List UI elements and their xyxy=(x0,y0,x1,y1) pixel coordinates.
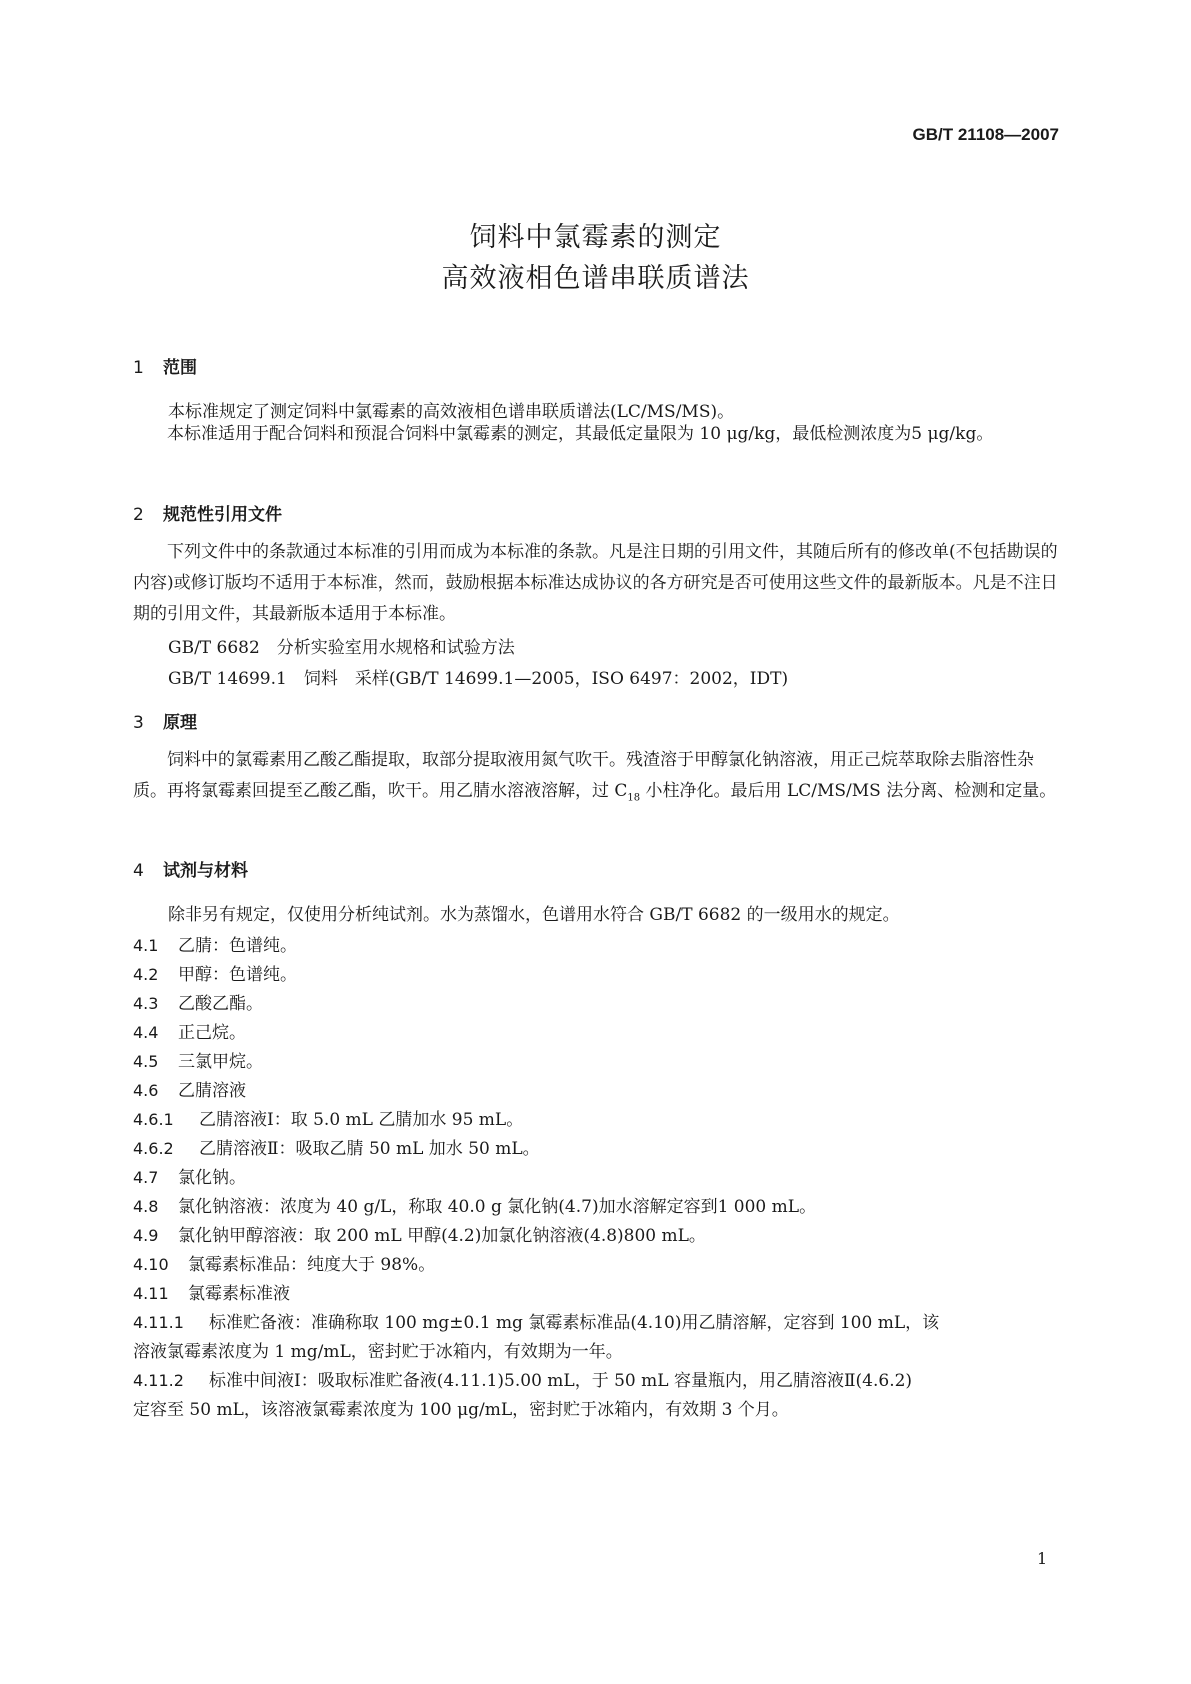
section-title: 试剂与材料 xyxy=(163,861,248,881)
section-3-heading xyxy=(133,708,197,733)
reference-gbt-6682: GB/T 6682 分析实验室用水规格和试验方法 xyxy=(168,638,515,658)
list-item: 4.5 三氯甲烷。 xyxy=(133,1052,263,1072)
list-item: 4.6.2 乙腈溶液Ⅱ：吸取乙腈 50 mL 加水 50 mL。 xyxy=(133,1139,540,1159)
section-number: 2 xyxy=(133,505,144,525)
list-item: 4.11 氯霉素标准液 xyxy=(133,1284,290,1304)
list-item: 4.7 氯化钠。 xyxy=(133,1168,246,1188)
section-4-paragraph-1: 除非另有规定，仅使用分析纯试剂。水为蒸馏水，色谱用水符合 GB/T 6682 的一级用水的规定。 xyxy=(168,905,900,925)
section-title: 规范性引用文件 xyxy=(163,505,282,525)
principle-text-part-2: 小柱净化。最后用 LC/MS/MS 法分离、检测和定量。 xyxy=(640,781,1057,801)
reference-gbt-14699-1: GB/T 14699.1 饲料 采样(GB/T 14699.1—2005，ISO 6497：2002，IDT) xyxy=(168,669,789,689)
section-title: 范围 xyxy=(163,358,197,378)
section-1-paragraph-1: 本标准规定了测定饲料中氯霉素的高效液相色谱串联质谱法(LC/MS/MS)。 xyxy=(168,402,735,422)
list-item: 4.1 乙腈：色谱纯。 xyxy=(133,936,297,956)
section-number: 1 xyxy=(133,358,144,378)
title-line-2: 高效液相色谱串联质谱法 xyxy=(441,263,750,294)
c18-subscript: 18 xyxy=(627,792,641,804)
section-number: 4 xyxy=(133,861,144,881)
list-item: 4.8 氯化钠溶液：浓度为 40 g/L，称取 40.0 g 氯化钠(4.7)加水溶解定容到1 000 mL。 xyxy=(133,1197,817,1217)
list-item: 4.3 乙酸乙酯。 xyxy=(133,994,263,1014)
list-item: 4.6 乙腈溶液 xyxy=(133,1081,246,1101)
section-2-heading xyxy=(133,500,282,525)
list-item: 4.2 甲醇：色谱纯。 xyxy=(133,965,297,985)
list-item: 4.10 氯霉素标准品：纯度大于 98%。 xyxy=(133,1255,436,1275)
section-4-heading xyxy=(133,856,248,881)
section-3-paragraph-1 xyxy=(133,745,1063,813)
list-item: 4.4 正己烷。 xyxy=(133,1023,246,1043)
list-item: 4.11.1 标准贮备液：准确称取 100 mg±0.1 mg 氯霉素标准品(4.10)用乙腈溶解，定容到 100 mL，该 xyxy=(133,1313,940,1333)
principle-text-part-1: 饲料中的氯霉素用乙酸乙酯提取，取部分提取液用氮气吹干。残渣溶于甲醇氯化钠溶液，用正己烷萃取除去脂溶性杂质。再将氯霉素回提至乙酸乙酯，吹干。用乙腈水溶液溶解，过 C xyxy=(133,750,1034,801)
list-item: 4.6.1 乙腈溶液Ⅰ：取 5.0 mL 乙腈加水 95 mL。 xyxy=(133,1110,524,1130)
page-number: 1 xyxy=(1037,1549,1048,1568)
section-title: 原理 xyxy=(163,713,197,733)
section-2-paragraph-1: 下列文件中的条款通过本标准的引用而成为本标准的条款。凡是注日期的引用文件，其随后所有的修改单(不包括勘误的内容)或修订版均不适用于本标准，然而，鼓励根据本标准达成协议的各方研究是否可使用这些文件的最新版本。凡是不注日期的引用文件，其最新版本适用于本标准。 xyxy=(133,542,1058,624)
title-line-1: 饲料中氯霉素的测定 xyxy=(469,222,722,253)
section-1-paragraph-2: 本标准适用于配合饲料和预混合饲料中氯霉素的测定，其最低定量限为 10 μg/kg，最低检测浓度为5 μg/kg。 xyxy=(167,424,994,444)
standard-code: GB/T 21108—2007 xyxy=(912,125,1059,144)
list-item-continuation: 溶液氯霉素浓度为 1 mg/mL，密封贮于冰箱内，有效期为一年。 xyxy=(133,1342,623,1362)
list-item-continuation: 定容至 50 mL，该溶液氯霉素浓度为 100 μg/mL，密封贮于冰箱内，有效期 3 个月。 xyxy=(133,1400,789,1420)
section-number: 3 xyxy=(133,713,144,733)
section-1-heading xyxy=(133,353,197,378)
list-item: 4.11.2 标准中间液Ⅰ：吸取标准贮备液(4.11.1)5.00 mL，于 50 mL 容量瓶内，用乙腈溶液Ⅱ(4.6.2) xyxy=(133,1371,913,1391)
list-item: 4.9 氯化钠甲醇溶液：取 200 mL 甲醇(4.2)加氯化钠溶液(4.8)800 mL。 xyxy=(133,1226,706,1246)
